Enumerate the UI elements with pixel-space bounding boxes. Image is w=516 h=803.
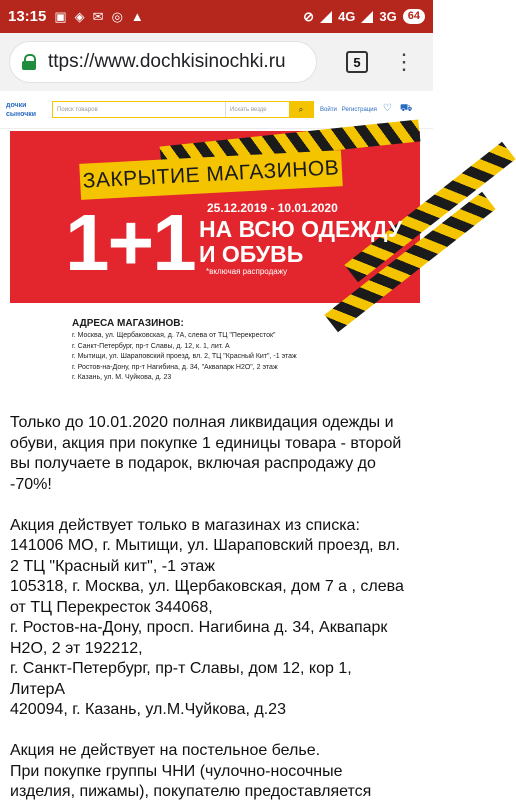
chat-notification-icon: ◎ (111, 8, 123, 24)
address-line: г. Санкт-Петербург, пр-т Славы, д. 12, к. 1, лит. А (72, 342, 230, 350)
closure-sign: ЗАКРЫТИЕ МАГАЗИНОВ (79, 150, 343, 200)
article-line: 141006 МО, г. Мытищи, ул. Шараповский проезд, вл. (10, 537, 400, 554)
address-line: г. Казань, ул. М. Чуйкова, д. 23 (72, 374, 172, 381)
image-notification-icon: ▣ (54, 8, 67, 24)
promo-headline-line-2: И ОБУВЬ (199, 241, 304, 267)
browser-toolbar (0, 33, 433, 91)
address-line: г. Ростов-на-Дону, пр-т Нагибина, д. 34, "Аквапарк Н2О", 2 этаж (72, 363, 278, 371)
addresses-title: АДРЕСА МАГАЗИНОВ: (72, 318, 184, 329)
site-logo[interactable] (6, 101, 48, 119)
favorites-icon[interactable]: ♡ (382, 103, 392, 114)
site-header (0, 91, 433, 129)
lock-icon (22, 54, 36, 70)
warning-notification-icon: ▲ (130, 9, 144, 24)
article-line: Акция не действует на постельное белье. (10, 742, 321, 759)
article-body (10, 413, 428, 803)
search-scope-select[interactable]: Искать везде (225, 102, 289, 117)
signal-icon-2 (361, 11, 373, 23)
network-4g: 4G (338, 9, 356, 24)
email-notification-icon: ✉ (92, 8, 104, 24)
article-line: обуви, акция при покупке 1 единицы товара - второй (10, 434, 402, 452)
url-text[interactable]: ttps://www.dochkisinochki.ru (48, 51, 286, 72)
article-line: изделия, пижамы), покупателю предоставляется (10, 783, 372, 800)
status-time: 13:15 (8, 8, 47, 25)
article-line: 2 ТЦ "Красный кит", -1 этаж (10, 557, 215, 575)
network-3g: 3G (379, 9, 397, 24)
promo-banner[interactable] (10, 131, 420, 303)
article-line: г. Ростов-на-Дону, просп. Нагибина д. 34, Аквапарк (10, 619, 388, 636)
article-line: от ТЦ Перекресток 344068, (10, 598, 213, 616)
article-line: -70%! (10, 475, 52, 493)
article-line: вы получаете в подарок, включая распродажу до (10, 455, 376, 472)
tab-switcher-button[interactable]: 5 (346, 51, 368, 73)
login-link[interactable]: Войти (320, 106, 337, 113)
article-line: Н2О, 2 эт 192212, (10, 639, 143, 657)
signal-icon (320, 11, 332, 23)
logo-line-1: дочки (6, 101, 27, 109)
article-line: 105318, г. Москва, ул. Щербаковская, дом 7 а , слева (10, 578, 404, 595)
search-button[interactable] (289, 102, 313, 117)
promo-big-text: 1+1 (65, 198, 195, 287)
article-line: ЛитерА (10, 680, 66, 698)
gamepad-notification-icon: ◈ (74, 8, 85, 24)
register-link[interactable]: Регистрация (341, 106, 377, 113)
account-links (320, 107, 377, 113)
promo-note: *включая распродажу (206, 267, 288, 276)
paragraph-gap (10, 495, 428, 516)
search-input[interactable]: Поиск товаров (57, 106, 98, 113)
status-bar (0, 0, 433, 33)
article-line: При покупке группы ЧНИ (чулочно-носочные (10, 762, 343, 780)
notification-icons (54, 9, 143, 25)
promo-headline-line-1: НА ВСЮ ОДЕЖДУ (199, 216, 403, 242)
promo-dates: 25.12.2019 - 10.01.2020 (207, 201, 338, 215)
address-line: г. Мытищи, ул. Шараповский проезд, вл. 2, ТЦ "Красный Кит", -1 этаж (72, 353, 297, 360)
address-bar[interactable] (10, 42, 316, 82)
address-line: г. Москва, ул. Щербаковская, д. 7А, слева от ТЦ "Перекресток" (72, 332, 276, 339)
article-line: г. Санкт-Петербург, пр-т Славы, дом 12, кор 1, (10, 660, 352, 677)
cart-icon[interactable]: ⛟ (399, 103, 413, 114)
article-line: 420094, г. Казань, ул.М.Чуйкова, д.23 (10, 701, 286, 718)
browser-menu-icon[interactable]: ⋮ (393, 49, 415, 74)
site-search (52, 101, 314, 118)
mute-icon: ⊘ (303, 8, 315, 24)
promo-headline (199, 217, 402, 267)
search-icon: ⌕ (298, 104, 304, 114)
header-icons (383, 103, 413, 116)
article-line: Только до 10.01.2020 полная ликвидация одежды и (10, 414, 394, 431)
logo-line-2: сыночки (6, 110, 37, 118)
status-right (303, 9, 425, 25)
battery-icon: 64 (403, 9, 425, 24)
store-addresses (72, 318, 412, 384)
paragraph-gap (10, 721, 428, 742)
article-line: Акция действует только в магазинах из списка: (10, 516, 360, 534)
